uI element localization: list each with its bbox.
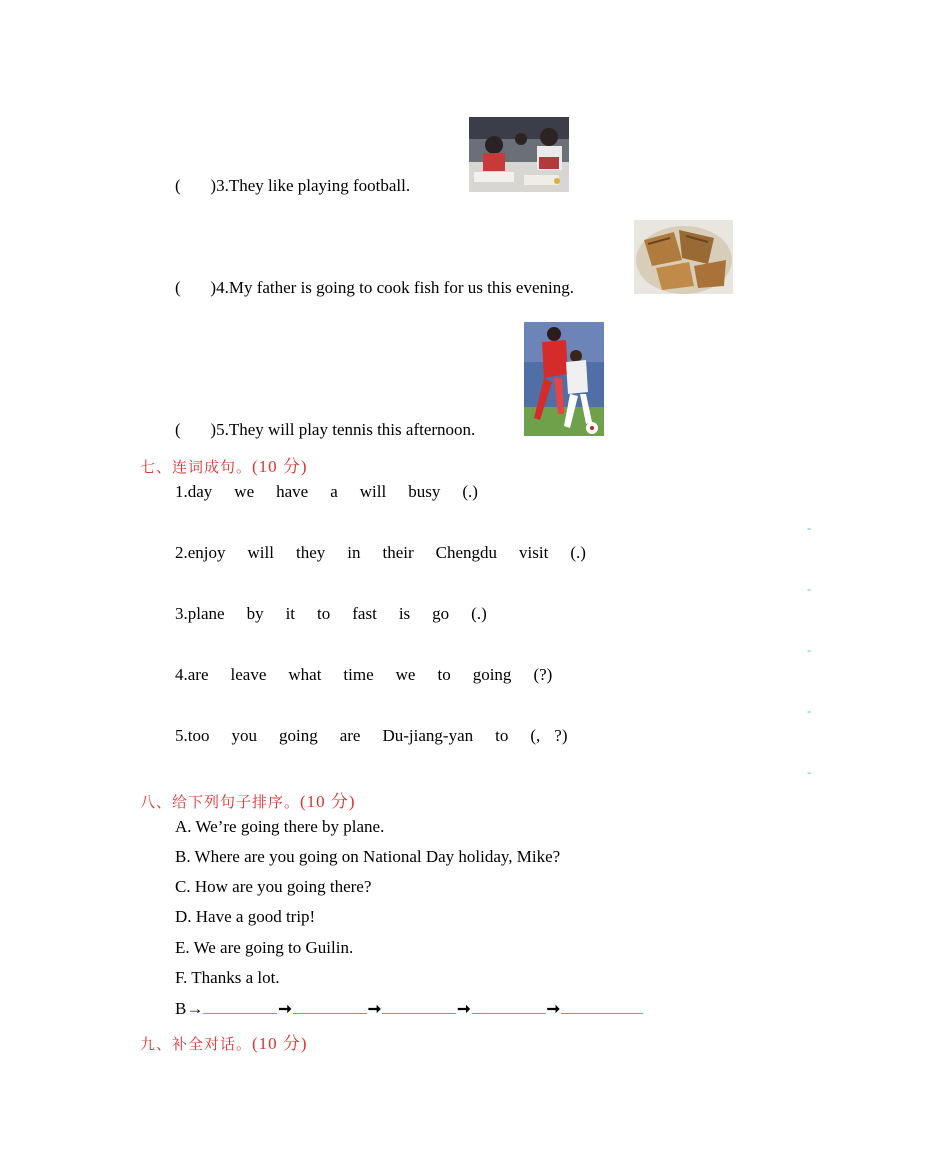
section-7-heading: [140, 452, 308, 477]
word: by: [246, 604, 264, 623]
answer-blank-2[interactable]: [293, 998, 367, 1014]
section-title: 九、补全对话。: [140, 1035, 253, 1053]
section-9-heading: [140, 1029, 308, 1054]
word: (,: [530, 726, 541, 745]
answer-start: B→: [175, 999, 204, 1018]
word: Du-jiang-yan: [382, 726, 474, 745]
answer-line-marker: -: [807, 581, 812, 596]
picture-item-5: ( )5.They will play tennis this afternoon.: [175, 420, 476, 439]
word: their: [382, 543, 414, 562]
arrow-icon: ➞: [367, 1001, 382, 1018]
word-order-item-2: [175, 543, 608, 563]
picture-item-4: ( )4.My father is going to cook fish for us this evening.: [175, 278, 574, 297]
arrow-icon: ➞: [278, 1001, 292, 1018]
word: in: [347, 543, 361, 562]
arrow-icon: ➞: [546, 1001, 560, 1018]
word: to: [495, 726, 509, 745]
picture-item-3: ( )3.They like playing football.: [175, 176, 411, 195]
word: visit: [519, 543, 549, 562]
item-number: 2.: [175, 543, 188, 562]
item-text: They like playing football.: [228, 176, 411, 195]
football-players-photo: [524, 322, 604, 436]
answer-bracket[interactable]: ( ): [175, 278, 217, 297]
item-number: 4.: [175, 665, 188, 684]
word: busy: [408, 482, 441, 501]
cooked-fish-photo: [634, 220, 733, 294]
sentence-b: B. Where are you going on National Day holiday, Mike?: [175, 847, 561, 866]
word: enjoy: [187, 543, 226, 562]
section-score: (10 分): [252, 1034, 308, 1053]
sentence-f: F. Thanks a lot.: [175, 968, 280, 987]
item-text: My father is going to cook fish for us this evening.: [228, 278, 574, 297]
section-score: (10 分): [252, 457, 308, 476]
word-order-item-5: [175, 726, 590, 746]
answer-blank-3[interactable]: [382, 998, 456, 1014]
item-number: 1.: [175, 482, 188, 501]
students-drawing-photo: [469, 117, 569, 192]
word: we: [234, 482, 255, 501]
arrow-icon: ➞: [457, 1001, 471, 1018]
sentence-a: A. We’re going there by plane.: [175, 817, 385, 836]
word: it: [285, 604, 296, 623]
word: going: [278, 726, 318, 745]
word: are: [187, 665, 209, 684]
item-number: 4: [216, 278, 225, 297]
sentence-d: D. Have a good trip!: [175, 907, 316, 926]
item-number: 3: [216, 176, 225, 195]
word: Chengdu: [435, 543, 498, 562]
word: (.): [462, 482, 478, 501]
word-order-item-4: [175, 665, 574, 685]
word: time: [343, 665, 374, 684]
word: are: [339, 726, 361, 745]
word: a: [330, 482, 338, 501]
word-order-item-3: [175, 604, 509, 624]
word: leave: [230, 665, 267, 684]
sentence-e: E. We are going to Guilin.: [175, 938, 354, 957]
word: we: [395, 665, 416, 684]
sentence-c: C. How are you going there?: [175, 877, 372, 896]
word: have: [276, 482, 309, 501]
word: (.): [570, 543, 586, 562]
ordering-answer-row: [175, 998, 643, 1019]
answer-bracket[interactable]: ( ): [175, 420, 217, 439]
word: (?): [533, 665, 553, 684]
answer-blank-5[interactable]: [561, 998, 643, 1014]
word: day: [187, 482, 213, 501]
word: to: [437, 665, 451, 684]
word: what: [288, 665, 322, 684]
answer-line-marker: -: [807, 642, 812, 657]
word: ?): [554, 726, 568, 745]
item-number: 5: [216, 420, 225, 439]
item-number: 5.: [175, 726, 188, 745]
word: you: [231, 726, 257, 745]
answer-blank-1[interactable]: [203, 998, 277, 1014]
word: going: [472, 665, 512, 684]
answer-blank-4[interactable]: [472, 998, 546, 1014]
answer-bracket[interactable]: ( ): [175, 176, 217, 195]
word: will: [359, 482, 387, 501]
answer-line-marker: -: [807, 703, 812, 718]
word: will: [247, 543, 274, 562]
answer-line-marker: -: [807, 520, 812, 535]
word: they: [295, 543, 326, 562]
section-8-heading: [140, 787, 356, 812]
word: plane: [187, 604, 225, 623]
section-title: 八、给下列句子排序。: [140, 793, 301, 811]
word: is: [398, 604, 411, 623]
answer-line-marker: -: [807, 764, 812, 779]
word: to: [317, 604, 331, 623]
word: fast: [352, 604, 377, 623]
word-order-item-1: [175, 482, 500, 502]
section-score: (10 分): [300, 792, 356, 811]
section-title: 七、连词成句。: [140, 458, 253, 476]
word: go: [432, 604, 450, 623]
word: too: [187, 726, 210, 745]
item-number: 3.: [175, 604, 188, 623]
item-text: They will play tennis this afternoon.: [228, 420, 476, 439]
word: (.): [471, 604, 487, 623]
